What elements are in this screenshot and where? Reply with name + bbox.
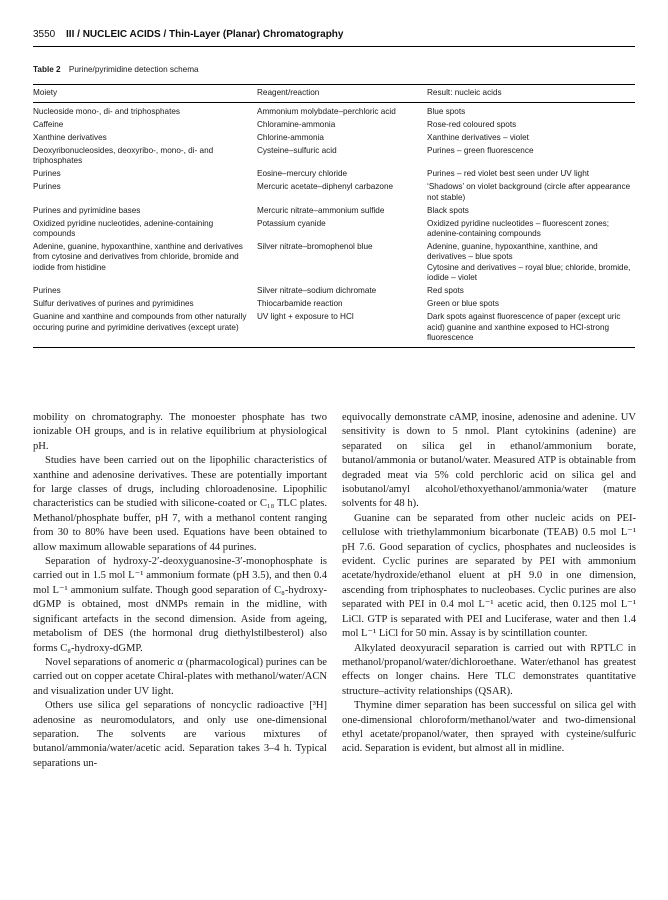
body-paragraph: Novel separations of anomeric α (pharmacological) purines can be carried out on copper acetate Chiral-plates with methanol/water/ACN and visualization under UV light.	[33, 656, 327, 697]
table-cell: Xanthine derivatives – violet	[427, 132, 529, 142]
table-cell: Caffeine	[33, 119, 64, 129]
table-cell: UV light + exposure to HCl	[257, 312, 427, 348]
table-cell: Purines	[33, 182, 61, 192]
body-paragraph: Alkylated deoxyuracil separation is carried out with RPTLC in methanol/propanol/water/dichloroethane. Water/ethanol has greatest effects on longer chains. Here TLC demonstrates quantitative structure–activity relationships (QSAR).	[342, 642, 636, 697]
table-row	[33, 102, 635, 120]
table-cell: Purines	[33, 169, 61, 179]
table-row	[33, 219, 635, 242]
table-cell: Xanthine derivatives	[33, 132, 107, 142]
table-cell: Adenine, guanine, hypoxanthine, xanthine, and derivatives – blue spots Cytosine and derivatives – royal blue; chloride, bromide, iodide – violet	[427, 242, 631, 283]
running-header	[33, 29, 343, 40]
table-cell: Mercuric acetate–diphenyl carbazone	[257, 182, 394, 192]
table-cell: Eosine–mercury chloride	[257, 169, 348, 179]
header-rule	[33, 46, 635, 47]
table-header-row	[33, 85, 635, 102]
table-cell: ‘Shadows’ on violet background (circle after appearance not stable)	[427, 182, 631, 202]
table-row	[33, 182, 635, 205]
body-paragraph: equivocally demonstrate cAMP, inosine, adenosine and adenine. UV sensitivity is down to 5 nmol. Plant cytokinins (adenine) are separated on silica gel in ethanol/ammonium borate, butanol/ammonia or butanol/water. Measured ATP is obtainable from degraded meat via 5% cold perchloric acid on silica gel and isobutanol/amyl alcohol/ethoxyethanol/ammonia/water (mature solvents for 48 h).	[342, 412, 636, 510]
table-row	[33, 146, 635, 169]
table-cell: Sulfur derivatives of purines and pyrimidines	[33, 299, 194, 309]
table-cell: Dark spots against fluorescence of paper (except uric acid) guanine and xanthine exposed to HCl-strong fluorescence	[427, 312, 635, 348]
body-paragraph: Separation of hydroxy-2′-deoxyguanosine-3′-monophosphate is carried out in 1.5 mol L⁻¹ ammonium formate (pH 3.5), and then 0.4 mol L⁻¹ ammonium sulfate. Though good separation of C₈-hydroxy-dGMP is obtained, most dNMPs remain in the midline, with significant artefacts in the second dimension. Aside from ageing, metabolism of DES (the hormonal drug diethylstilbesterol) also forms C₈-hydroxy-dGMP.	[33, 556, 327, 654]
table-cell: Guanine and xanthine and compounds from other naturally occuring purine and pyrimidine derivatives (except urate)	[33, 312, 257, 348]
table-row	[33, 312, 635, 348]
table-row	[33, 120, 635, 133]
table-cell: Deoxyribonucleosides, deoxyribo-, mono-, di- and triphosphates	[33, 145, 214, 166]
table-cell: Cysteine–sulfuric acid	[257, 145, 337, 155]
table-cell: Purines – red violet best seen under UV light	[427, 169, 590, 179]
body-column-right	[342, 411, 636, 757]
table-row	[33, 133, 635, 146]
table-caption	[33, 65, 635, 75]
body-column-left	[33, 411, 327, 771]
table-cell: Red spots	[427, 286, 464, 296]
table-cell: Purines and pyrimidine bases	[33, 205, 141, 215]
table-cell: Chloramine-ammonia	[257, 119, 336, 129]
section-title: III / NUCLEIC ACIDS / Thin-Layer (Planar) Chromatography	[66, 29, 344, 40]
table-label: Table 2	[33, 65, 61, 74]
table-cell: Purines	[33, 286, 61, 296]
table-cell: Black spots	[427, 205, 469, 215]
table-cell: Oxidized pyridine nucleotides – fluorescent zones; adenine-containing compounds	[427, 218, 610, 239]
table-cell: Green or blue spots	[427, 299, 499, 309]
table-row	[33, 169, 635, 182]
table-cell: Rose-red coloured spots	[427, 119, 517, 129]
body-paragraph: Others use silica gel separations of noncyclic radioactive [³H] adenosine as neuromodulators, and only use one-dimensional separation. The solvents are various mixtures of butanol/ammonia/water/acetic acid. Separation takes 3–4 h. Typical separations un-	[33, 700, 327, 769]
detection-table	[33, 65, 635, 348]
table-grid	[33, 84, 635, 348]
table-cell: Mercuric nitrate–ammonium sulfide	[257, 205, 385, 215]
table-row	[33, 286, 635, 299]
table-cell: Silver nitrate–sodium dichromate	[257, 286, 377, 296]
table-cell: Nucleoside mono-, di- and triphosphates	[33, 106, 181, 116]
table-cell: Blue spots	[427, 106, 466, 116]
table-row	[33, 206, 635, 219]
body-paragraph: Thymine dimer separation has been successful on silica gel with one-dimensional chloroform/methanol/water and two-dimensional ethyl acetate/propanol/water, then sprayed with cysteine/sulfuric acid. Separation is evident, but almost all in midline.	[342, 700, 636, 755]
table-cell: Oxidized pyridine nucleotides, adenine-containing compounds	[33, 218, 214, 239]
table-cell: Silver nitrate–bromophenol blue	[257, 242, 373, 252]
table-cell: Purines – green fluorescence	[427, 145, 534, 155]
column-header: Reagent/reaction	[257, 85, 427, 102]
body-paragraph: Studies have been carried out on the lipophilic characteristics of xanthine and adenosine derivatives. These are potentially important for large classes of drugs, including chloroadenosine. Lipophilic characteristics can be studied with silicone-coated or C₁₈ TLC plates. Methanol/phosphate buffer, pH 7, with a methanol content ranging from 30 to 80% have been used. Equations have been obtained to allow maximum allowable separations of 44 purines.	[33, 455, 327, 553]
column-header: Moiety	[33, 85, 257, 102]
table-cell: Thiocarbamide reaction	[257, 299, 343, 309]
page-number: 3550	[33, 29, 56, 40]
column-header: Result: nucleic acids	[427, 85, 635, 102]
table-row	[33, 299, 635, 312]
table-cell: Ammonium molybdate–perchloric acid	[257, 106, 396, 116]
table-cell: Potassium cyanide	[257, 218, 326, 228]
table-cell: Adenine, guanine, hypoxanthine, xanthine and derivatives from cytosine and derivatives from chloride, bromide and iodide from histidine	[33, 242, 243, 272]
table-title: Purine/pyrimidine detection schema	[68, 65, 199, 74]
body-paragraph: Guanine can be separated from other nucleic acids on PEI-cellulose with triethylammonium bicarbonate (TEAB) 0.5 mol L⁻¹ pH 7.6. Good separation of cyclics, phosphates and nucleosides is evident. Cyclic purines are separated by PEI with ammonium acetate/hydroxide/ethanol eluent at pH 9.0 in one dimension, ascending from triphosphates to nucleobases. Cyclic purines are also separated with PEI in 0.4 mol L⁻¹ acetic acid, then 0.125 mol L⁻¹ LiCl. GTP is separated with PEI and Luciferase, water and then 1.4 mol L⁻¹ LiCl for 50 min. Assay is by scintillation counter.	[342, 512, 636, 640]
body-paragraph: mobility on chromatography. The monoester phosphate has two ionizable OH groups, and is in relative equilibrium at physiological pH.	[33, 412, 327, 452]
table-cell: Chlorine-ammonia	[257, 132, 324, 142]
table-row	[33, 242, 635, 286]
